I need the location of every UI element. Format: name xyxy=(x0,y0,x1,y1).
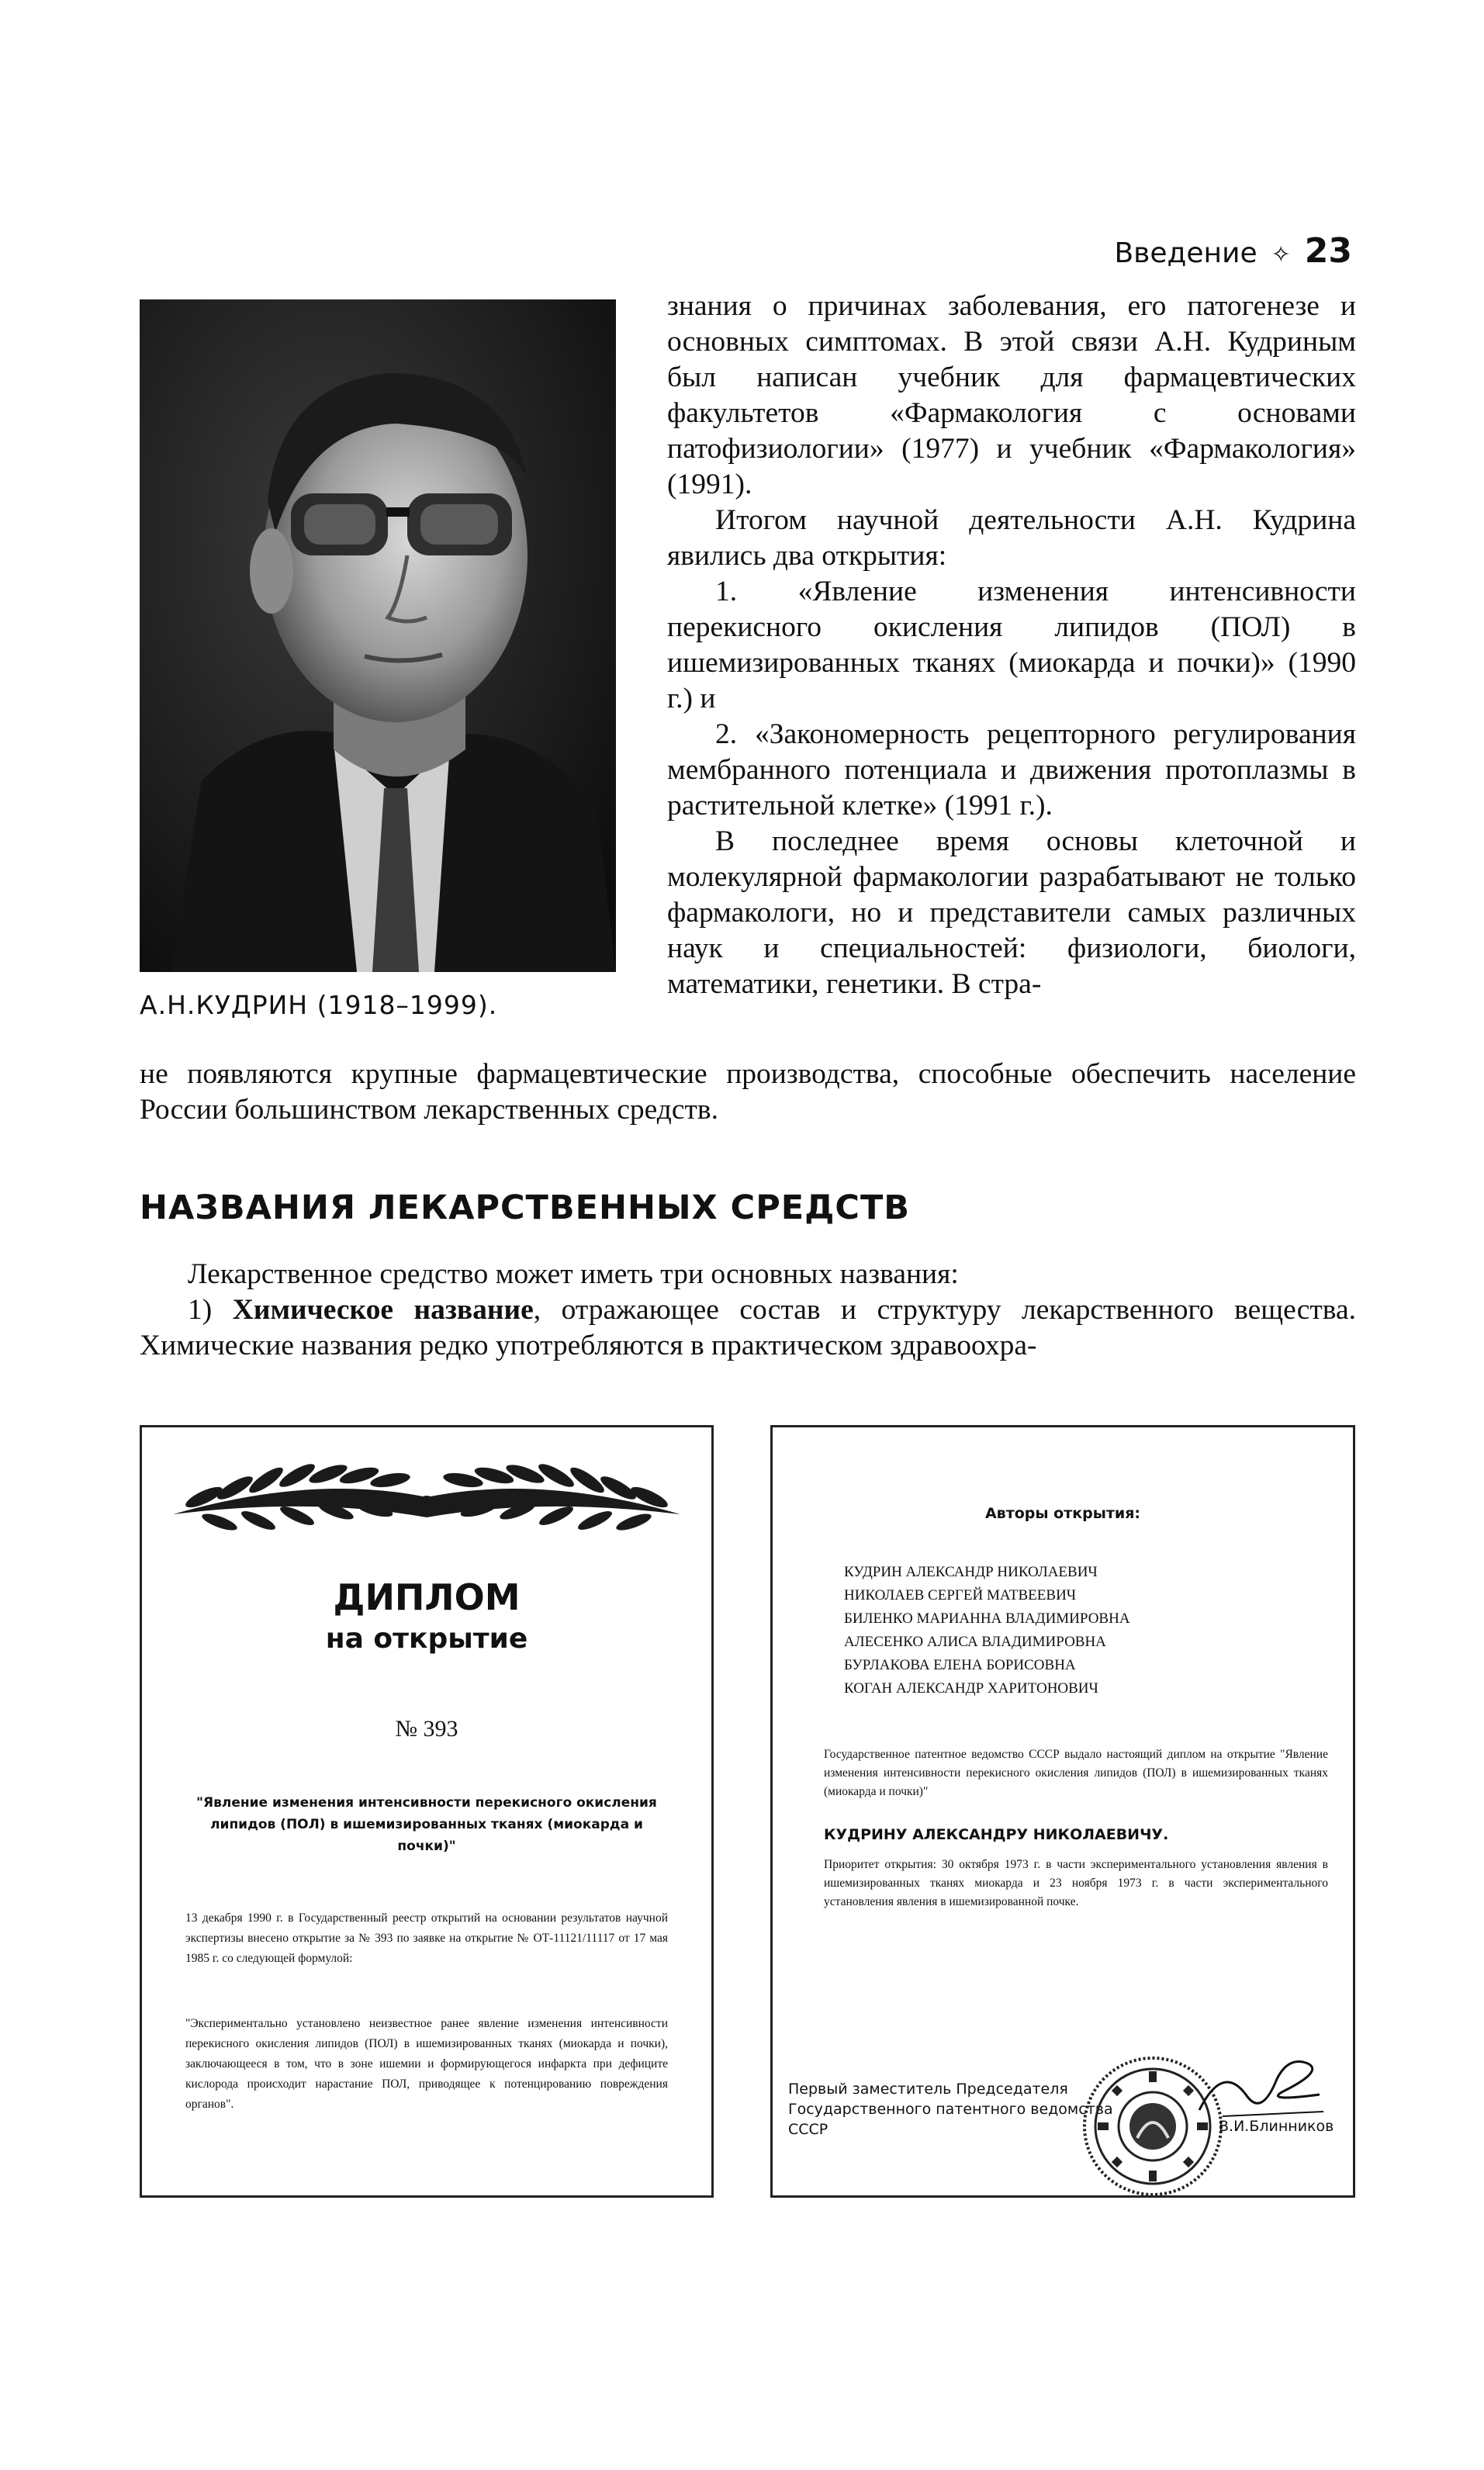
list-item-text: , отражающее состав и структуру лекарственного вещества. Химические названия редко употребляются в практическом здравоохра- xyxy=(140,1294,1356,1361)
section-body xyxy=(140,1257,1356,1364)
paragraph: Итогом научной деятельности А.Н. Кудрина явились два открытия: xyxy=(667,504,1356,572)
section-intro: Лекарственное средство может иметь три основных названия: xyxy=(188,1258,959,1290)
list-item: 2. «Закономерность рецепторного регулирования мембранного потенциала и движения протоплазмы в растительной клетке» (1991 г.). xyxy=(667,718,1356,822)
running-header xyxy=(1114,231,1352,271)
list-item xyxy=(140,1292,1356,1364)
diploma-subtitle: на открытие xyxy=(325,1623,528,1655)
diploma-discovery-title: "Явление изменения интенсивности перекисного окисления липидов (ПОЛ) в ишемизированных тканях (миокарда и почки)" xyxy=(196,1795,657,1854)
author-name: АЛЕСЕНКО АЛИСА ВЛАДИМИРОВНА xyxy=(844,1634,1106,1650)
list-item: 1. «Явление изменения интенсивности перекисного окисления липидов (ПОЛ) в ишемизированных тканях (миокарда и почки)» (1990 г.) и xyxy=(667,576,1356,714)
paragraph: В последнее время основы клеточной и молекулярной фармакологии разрабатывают не только фармакологи, но и представители самых различных наук и специальностей: физиологи, биологи, математики, генетики. В стра- xyxy=(667,825,1356,1000)
paragraph: знания о причинах заболевания, его патогенезе и основных симптомах. В этой связи А.Н. Кудриным был написан учебник для фармацевтических факультетов «Фармакология с основами патофизиологии» (1977) и учебник «Фармакология» (1991). xyxy=(667,290,1356,500)
signer-title: Первый заместитель Председателя Государственного патентного ведомства СССР xyxy=(788,2081,1113,2138)
section-title: НАЗВАНИЯ ЛЕКАРСТВЕННЫХ СРЕДСТВ xyxy=(140,1188,911,1227)
diploma-title: ДИПЛОМ xyxy=(333,1576,521,1618)
diploma-document xyxy=(140,1425,714,2198)
page-number: 23 xyxy=(1304,231,1352,271)
header-section-label: Введение xyxy=(1114,237,1257,269)
diamond-icon: ✧ xyxy=(1271,241,1291,268)
portrait-caption: А.Н.КУДРИН (1918–1999). xyxy=(140,990,498,1020)
diploma-registry-text: 13 декабря 1990 г. в Государственный реестр открытий на основании результатов научной экспертизы внесено открытие за № 393 по заявке на открытие № ОТ-11121/11117 от 17 мая 1985 г. со следующей формулой: xyxy=(185,1911,668,1965)
portrait-photo xyxy=(140,299,616,972)
author-name: БУРЛАКОВА ЕЛЕНА БОРИСОВНА xyxy=(844,1657,1076,1673)
issued-text: Государственное патентное ведомство СССР выдало настоящий диплом на открытие "Явление изменения интенсивности перекисного окисления липидов (ПОЛ) в ишемизированных тканях (миокарда и почки)" xyxy=(824,1748,1328,1798)
handwritten-signature xyxy=(1192,2048,1331,2126)
author-name: КОГАН АЛЕКСАНДР ХАРИТОНОВИЧ xyxy=(844,1680,1098,1697)
diploma-number: № 393 xyxy=(395,1716,458,1742)
paragraph-continuation: не появляются крупные фармацевтические производства, способные обеспечить население России большинством лекарственных средств. xyxy=(140,1058,1356,1126)
full-width-paragraph xyxy=(140,1057,1356,1128)
list-item-term: Химическое название xyxy=(232,1294,534,1326)
priority-text: Приоритет открытия: 30 октября 1973 г. в части экспериментального установления явления в ишемизированных тканях миокарда и 23 ноября 1973 г. в части экспериментального установления явления в ишемизированной почке. xyxy=(824,1858,1328,1908)
laurel-ornament xyxy=(157,1443,696,1544)
author-name: КУДРИН АЛЕКСАНДР НИКОЛАЕВИЧ xyxy=(844,1564,1098,1580)
list-item-number: 1) xyxy=(188,1294,233,1326)
authors-heading: Авторы открытия: xyxy=(984,1505,1141,1522)
authors-list xyxy=(844,1561,1130,1700)
diploma-authors-page xyxy=(770,1425,1355,2198)
signer-name: В.И.Блинников xyxy=(1219,2118,1334,2135)
diploma-formula-text: "Экспериментально установлено неизвестное ранее явление изменения интенсивности перекисного окисления липидов (ПОЛ) в ишемизированных тканях (миокарда и почки), заключающееся в том, что в зоне ишемии и формирующегося инфаркта при дефиците кислорода происходит нарастание ПОЛ, приводящее к потенцированию повреждения органов". xyxy=(185,2017,668,2111)
recipient-name: КУДРИНУ АЛЕКСАНДРУ НИКОЛАЕВИЧУ. xyxy=(824,1826,1169,1843)
text-column xyxy=(667,289,1356,1002)
portrait-illustration xyxy=(140,299,616,972)
author-name: БИЛЕНКО МАРИАННА ВЛАДИМИРОВНА xyxy=(844,1610,1130,1627)
author-name: НИКОЛАЕВ СЕРГЕЙ МАТВЕЕВИЧ xyxy=(844,1587,1077,1603)
